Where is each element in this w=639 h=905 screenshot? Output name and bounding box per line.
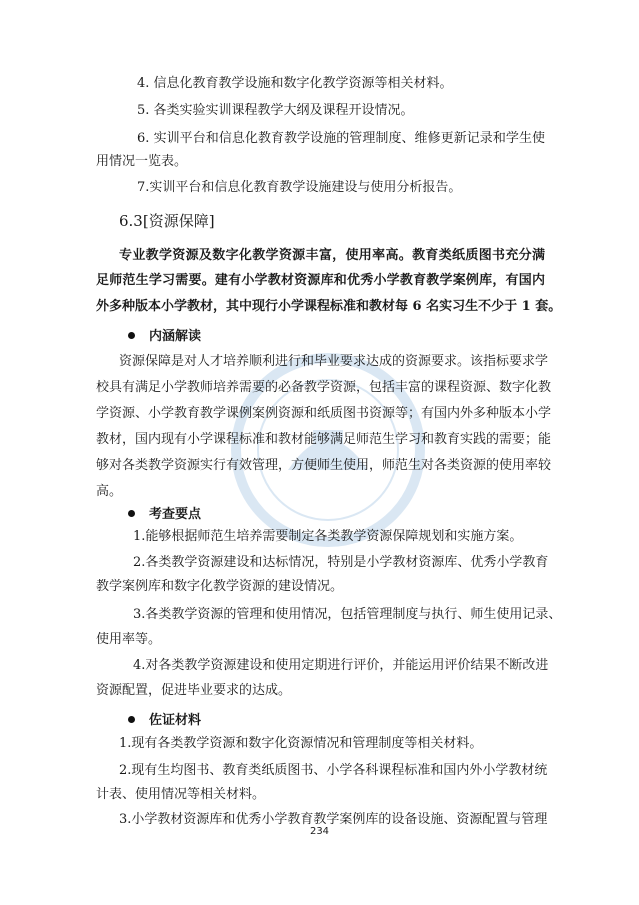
bullet-dot-icon bbox=[128, 332, 135, 339]
connotation-heading-text: 内涵解读 bbox=[149, 329, 202, 344]
bullet-dot-icon bbox=[128, 510, 135, 517]
key-points-heading bbox=[128, 505, 201, 525]
standard-line: 足师范生学习需要。建有小学教材资源库和优秀小学教育教学案例库，有国内 bbox=[96, 273, 545, 288]
key-point-2: 2.各类教学资源建设和达标情况，特别是小学教材资源库、优秀小学教育 bbox=[133, 555, 549, 570]
connotation-line: 教材，国内现有小学课程标准和教材能够满足师范生学习和教育实践的需要；能 bbox=[96, 432, 552, 447]
bullet-dot-icon bbox=[128, 716, 135, 723]
key-point-3: 3.各类教学资源的管理和使用情况，包括管理制度与执行、师生使用记录、 bbox=[133, 607, 562, 622]
connotation-line: 高。 bbox=[96, 484, 123, 499]
connotation-heading bbox=[128, 327, 201, 347]
material-item-5: 5. 各类实验实训课程教学大纲及课程开设情况。 bbox=[137, 103, 414, 118]
evidence-item-2-cont: 计表、使用情况等相关材料。 bbox=[96, 787, 266, 802]
standard-line: 外多种版本小学教材，其中现行小学课程标准和教材每 6 名实习生不少于 1 套。 bbox=[96, 299, 562, 314]
section-heading bbox=[119, 211, 215, 231]
evidence-item-2: 2.现有生均图书、教育类纸质图书、小学各科课程标准和国内外小学教材统 bbox=[119, 763, 548, 778]
section-title: [资源保障] bbox=[142, 212, 215, 230]
page-number: 234 bbox=[309, 826, 330, 837]
material-item-6: 6. 实训平台和信息化教育教学设施的管理制度、维修更新记录和学生使 bbox=[137, 131, 545, 146]
evidence-item-3: 3.小学教材资源库和优秀小学教育教学案例库的设备设施、资源配置与管理 bbox=[119, 812, 548, 827]
material-item-7: 7.实训平台和信息化教育教学设施建设与使用分析报告。 bbox=[137, 180, 462, 195]
connotation-line: 学资源、小学教育教学课例案例资源和纸质图书资源等；有国内外多种版本小学 bbox=[96, 406, 552, 421]
connotation-line: 资源保障是对人才培养顺利进行和毕业要求达成的资源要求。该指标要求学 bbox=[119, 354, 549, 369]
connotation-line: 校具有满足小学教师培养需要的必备教学资源，包括丰富的课程资源、数字化教 bbox=[96, 380, 552, 395]
section-number: 6.3 bbox=[119, 212, 143, 230]
standard-line: 专业教学资源及数字化教学资源丰富，使用率高。教育类纸质图书充分满 bbox=[119, 248, 545, 263]
key-point-4: 4.对各类教学资源建设和使用定期进行评价，并能运用评价结果不断改进 bbox=[133, 658, 549, 673]
material-item-4: 4. 信息化教育教学设施和数字化教学资源等相关材料。 bbox=[137, 76, 453, 91]
evidence-heading-text: 佐证材料 bbox=[149, 713, 202, 728]
evidence-item-1: 1.现有各类教学资源和数字化资源情况和管理制度等相关材料。 bbox=[119, 736, 483, 751]
key-points-heading-text: 考查要点 bbox=[149, 507, 202, 522]
evidence-heading bbox=[128, 711, 201, 731]
key-point-1: 1.能够根据师范生培养需要制定各类教学资源保障规划和实施方案。 bbox=[133, 529, 523, 544]
key-point-4-cont: 资源配置，促进毕业要求的达成。 bbox=[96, 683, 292, 698]
connotation-line: 够对各类教学资源实行有效管理，方便师生使用，师范生对各类资源的使用率较 bbox=[96, 458, 552, 473]
key-point-3-cont: 使用率等。 bbox=[96, 632, 162, 647]
material-item-6-cont: 用情况一览表。 bbox=[96, 154, 188, 169]
key-point-2-cont: 教学案例库和数字化教学资源的建设情况。 bbox=[96, 579, 344, 594]
